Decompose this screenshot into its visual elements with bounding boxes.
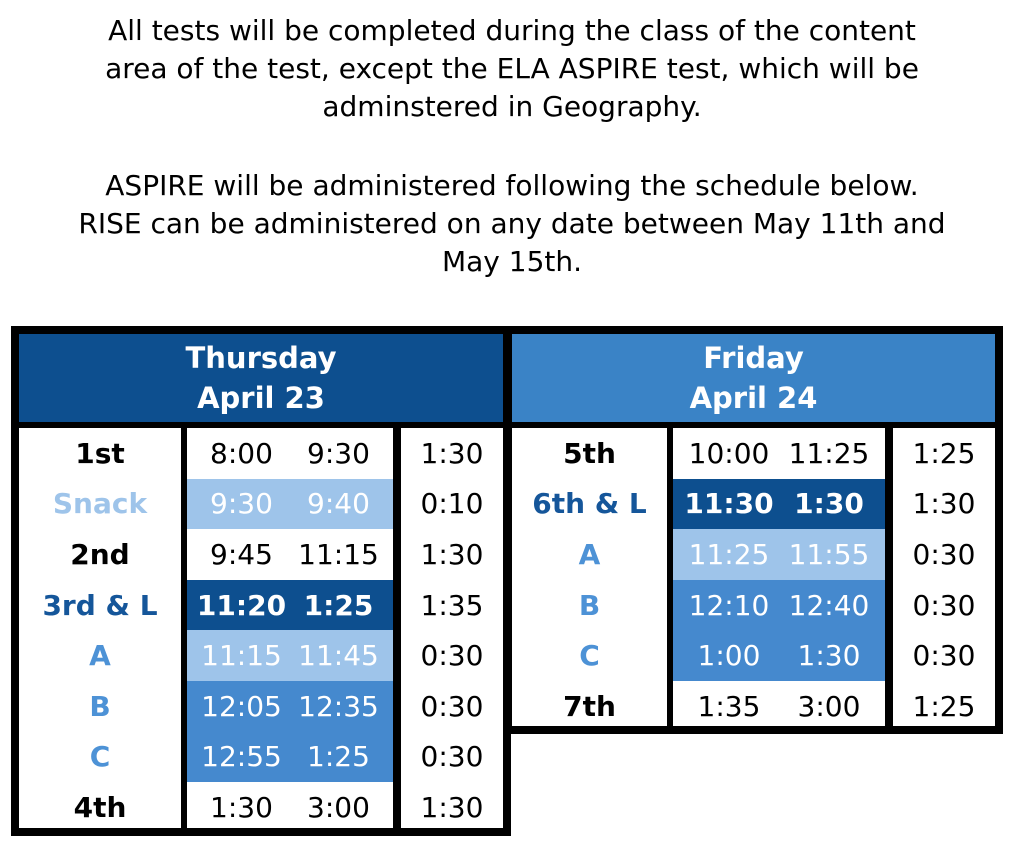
start-time: 1:30 [210, 790, 273, 824]
thursday-times-column [187, 428, 393, 828]
duration-cell: 0:10 [420, 487, 484, 521]
period-label: Snack [52, 487, 148, 521]
time-row [187, 630, 393, 681]
start-time: 9:30 [210, 487, 273, 521]
intro-line: RISE can be administered on any date between May 11th and [78, 207, 946, 240]
period-label: 5th [563, 436, 616, 470]
start-time: 1:35 [697, 689, 761, 723]
duration-cell: 0:30 [420, 639, 484, 673]
time-row [673, 580, 885, 631]
end-time: 9:40 [307, 487, 370, 521]
start-time: 12:10 [688, 588, 770, 622]
duration-cell: 1:30 [420, 436, 484, 470]
duration-cell: 0:30 [912, 588, 976, 622]
start-time: 11:25 [688, 537, 770, 571]
start-time: 10:00 [688, 436, 770, 470]
intro-line: ASPIRE will be administered following the schedule below. [105, 169, 919, 202]
end-time: 11:45 [298, 639, 379, 673]
period-label: C [89, 740, 111, 774]
end-time: 9:30 [307, 436, 370, 470]
end-time: 1:30 [797, 639, 861, 673]
duration-cell: 1:30 [912, 487, 976, 521]
period-label: B [89, 689, 111, 723]
thursday-header [19, 334, 503, 422]
intro-line: adminstered in Geography. [322, 90, 702, 123]
period-label: A [89, 639, 111, 673]
intro-paragraph-1 [0, 12, 1024, 126]
start-time: 8:00 [210, 436, 273, 470]
period-label: 1st [75, 436, 125, 470]
time-row [187, 732, 393, 783]
end-time: 11:25 [788, 436, 870, 470]
time-row [187, 428, 393, 479]
period-label: 4th [73, 790, 127, 824]
time-row [673, 681, 885, 732]
time-row [187, 529, 393, 580]
start-time: 12:05 [201, 689, 282, 723]
period-label: 2nd [70, 537, 130, 571]
end-time: 11:15 [298, 537, 379, 571]
time-row [673, 630, 885, 681]
period-label: 3rd & L [42, 588, 158, 622]
duration-cell: 1:35 [420, 588, 484, 622]
friday-period-column [512, 428, 667, 726]
duration-cell: 1:25 [912, 689, 976, 723]
duration-cell: 1:25 [912, 436, 976, 470]
start-time: 9:45 [210, 537, 273, 571]
end-time: 12:40 [788, 588, 870, 622]
thursday-period-column [19, 428, 181, 828]
thursday-schedule-table [11, 326, 511, 836]
start-time: 11:20 [196, 588, 287, 622]
period-label: C [579, 639, 600, 673]
start-time: 11:15 [201, 639, 282, 673]
intro-line: All tests will be completed during the class of the content [108, 14, 916, 47]
friday-day-label: Friday [703, 341, 804, 375]
start-time: 11:30 [684, 487, 774, 521]
time-row [187, 479, 393, 530]
friday-schedule-table [503, 326, 1003, 734]
time-row [673, 529, 885, 580]
end-time: 3:00 [307, 790, 370, 824]
period-label: 7th [563, 689, 616, 723]
friday-header [512, 334, 995, 422]
time-row [673, 479, 885, 530]
friday-duration-column [893, 428, 995, 726]
end-time: 1:25 [307, 740, 370, 774]
start-time: 1:00 [697, 639, 761, 673]
period-label: 6th & L [532, 487, 647, 521]
friday-date-label: April 24 [689, 381, 818, 415]
thursday-duration-column [401, 428, 503, 828]
end-time: 12:35 [298, 689, 379, 723]
thursday-day-label: Thursday [185, 341, 337, 375]
intro-line: May 15th. [441, 245, 583, 278]
friday-times-column [673, 428, 885, 726]
intro-paragraph-2 [0, 167, 1024, 281]
duration-cell: 0:30 [420, 689, 484, 723]
time-row [187, 681, 393, 732]
duration-cell: 0:30 [912, 537, 976, 571]
time-row [673, 428, 885, 479]
end-time: 11:55 [788, 537, 870, 571]
duration-cell: 1:30 [420, 537, 484, 571]
period-label: A [578, 537, 601, 571]
end-time: 3:00 [797, 689, 861, 723]
end-time: 1:25 [303, 588, 374, 622]
time-row [187, 782, 393, 833]
thursday-date-label: April 23 [197, 381, 325, 415]
duration-cell: 1:30 [420, 790, 484, 824]
duration-cell: 0:30 [912, 639, 976, 673]
start-time: 12:55 [201, 740, 282, 774]
duration-cell: 0:30 [420, 740, 484, 774]
intro-line: area of the test, except the ELA ASPIRE test, which will be [105, 52, 919, 85]
end-time: 1:30 [794, 487, 864, 521]
time-row [187, 580, 393, 631]
period-label: B [578, 588, 601, 622]
